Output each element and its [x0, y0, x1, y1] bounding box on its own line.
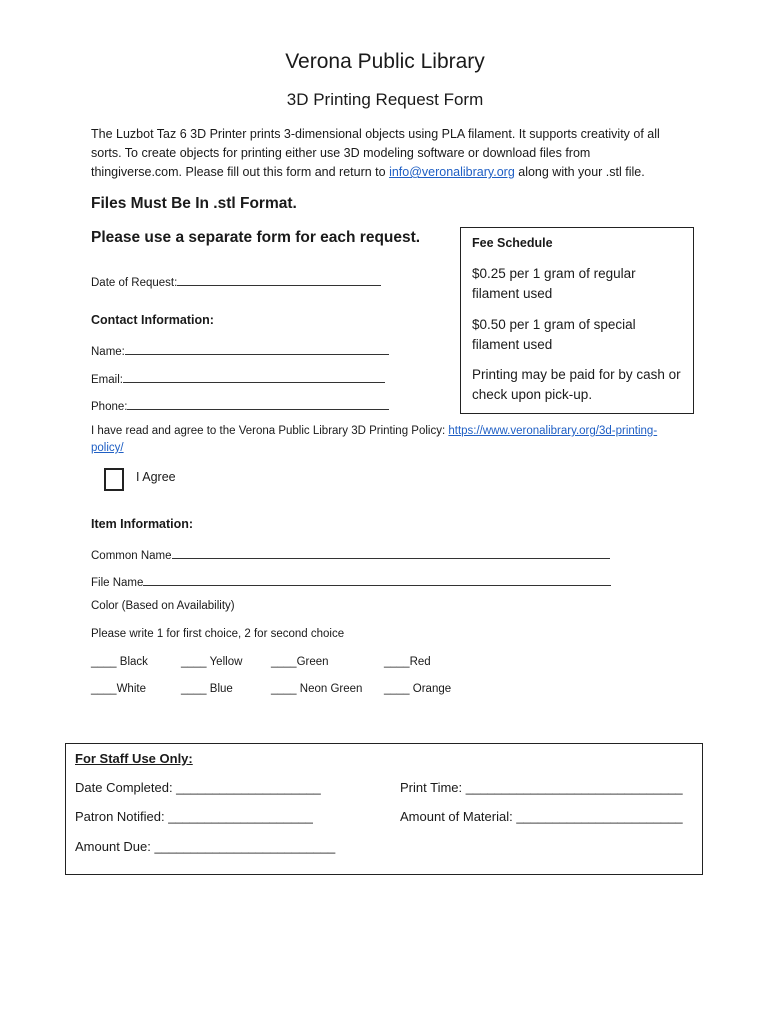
- amount-due-field[interactable]: Amount Due: _________________________: [75, 839, 336, 854]
- date-of-request-field[interactable]: [91, 273, 381, 289]
- color-option-red[interactable]: ____Red: [384, 656, 431, 668]
- policy-link-continued[interactable]: [91, 442, 124, 454]
- file-name-field[interactable]: [91, 573, 611, 589]
- color-option-yellow[interactable]: ____ Yellow: [181, 656, 243, 668]
- amount-material-field[interactable]: Amount of Material: _______________________: [400, 809, 683, 824]
- format-notice: Files Must Be In .stl Format.: [91, 195, 297, 212]
- color-option-blue[interactable]: ____ Blue: [181, 683, 233, 695]
- file-name-label: File Name: [91, 577, 144, 589]
- email-field[interactable]: [91, 370, 385, 386]
- common-name-label: Common Name: [91, 550, 172, 562]
- contact-heading: Contact Information:: [91, 313, 214, 327]
- fee-special: $0.50 per 1 gram of special filament used: [472, 317, 636, 352]
- agree-checkbox[interactable]: [104, 468, 124, 491]
- phone-blank[interactable]: [127, 397, 389, 410]
- date-of-request-label: Date of Request:: [91, 277, 178, 289]
- fee-regular: $0.25 per 1 gram of regular filament used: [472, 266, 636, 301]
- staff-use-box: [65, 743, 703, 875]
- choice-instructions: Please write 1 for first choice, 2 for second choice: [91, 628, 345, 640]
- staff-heading: For Staff Use Only:: [75, 751, 193, 766]
- common-name-field[interactable]: [91, 546, 610, 562]
- color-label: Color (Based on Availability): [91, 600, 235, 612]
- email-blank[interactable]: [123, 370, 385, 383]
- fee-schedule-box: [460, 227, 694, 414]
- email-label: Email:: [91, 374, 123, 386]
- color-option-green[interactable]: ____Green: [271, 656, 329, 668]
- color-option-black[interactable]: ____ Black: [91, 656, 148, 668]
- print-time-field[interactable]: Print Time: ______________________________: [400, 780, 683, 795]
- color-option-white[interactable]: ____White: [91, 683, 146, 695]
- patron-notified-field[interactable]: Patron Notified: ____________________: [75, 809, 313, 824]
- color-option-neon-green[interactable]: ____ Neon Green: [271, 683, 363, 695]
- phone-field[interactable]: [91, 397, 389, 413]
- policy-link[interactable]: https://www.veronalibrary.org/3d-printing-: [448, 425, 658, 437]
- item-heading: Item Information:: [91, 517, 194, 531]
- intro-text: The Luzbot Taz 6 3D Printer prints 3-dimensional objects using PLA filament. It supports creativity of all sorts. To create objects for printing either use 3D modeling software or download files from thingiverse.com. Please fill out this form and return to: [91, 127, 660, 179]
- policy-text: I have read and agree to the Verona Public Library 3D Printing Policy:: [91, 425, 449, 437]
- name-label: Name:: [91, 346, 125, 358]
- file-name-blank[interactable]: [143, 573, 611, 586]
- color-option-orange[interactable]: ____ Orange: [384, 683, 452, 695]
- date-completed-field[interactable]: Date Completed: ____________________: [75, 780, 321, 795]
- policy-link-line2[interactable]: policy/: [91, 442, 124, 454]
- separate-form-notice: Please use a separate form for each request.: [91, 229, 421, 246]
- form-subtitle: 3D Printing Request Form: [286, 90, 484, 109]
- page-title: Verona Public Library: [285, 50, 485, 73]
- name-field[interactable]: [91, 342, 389, 358]
- fee-schedule-heading: Fee Schedule: [472, 236, 553, 250]
- date-of-request-blank[interactable]: [177, 273, 381, 286]
- name-blank[interactable]: [125, 342, 389, 355]
- common-name-blank[interactable]: [172, 546, 610, 559]
- email-link[interactable]: info@veronalibrary.org: [389, 165, 515, 179]
- policy-line: [91, 425, 657, 437]
- agree-label: I Agree: [136, 470, 176, 484]
- intro-text-end: along with your .stl file.: [514, 165, 645, 179]
- fee-payment: Printing may be paid for by cash or check upon pick-up.: [472, 367, 681, 402]
- phone-label: Phone:: [91, 401, 128, 413]
- intro-paragraph: [91, 125, 681, 182]
